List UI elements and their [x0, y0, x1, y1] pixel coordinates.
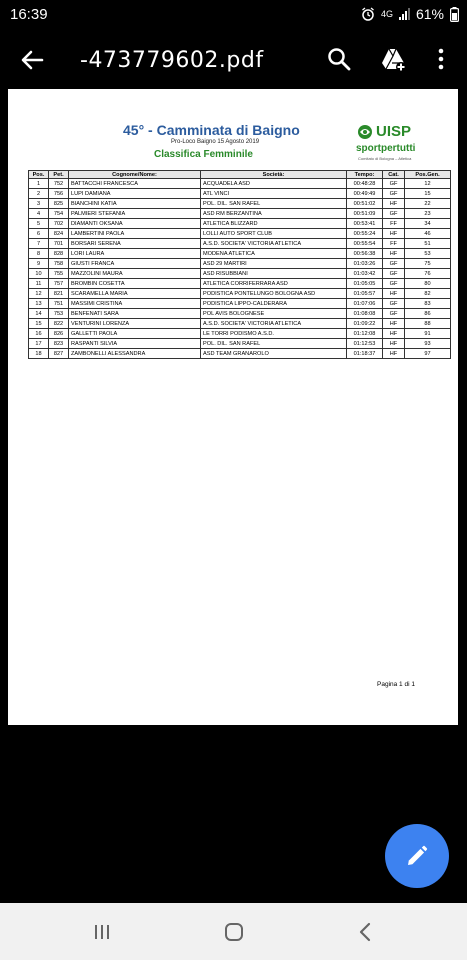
cell-name: RASPANTI SILVIA [69, 339, 201, 349]
cell-society: PODISTICA PONTELUNGO BOLOGNA ASD [201, 289, 347, 299]
cell-pet: 822 [49, 319, 69, 329]
cell-pos: 3 [29, 199, 49, 209]
cell-cat: GF [383, 259, 405, 269]
cell-pos-gen: 53 [405, 249, 451, 259]
cell-pos: 13 [29, 299, 49, 309]
cell-pos: 6 [29, 229, 49, 239]
document-subtitle: Pro-Loco Baigno 15 Agosto 2019 [171, 139, 260, 145]
cell-time: 01:03:26 [347, 259, 383, 269]
cell-pet: 828 [49, 249, 69, 259]
table-row [29, 299, 451, 309]
results-header [29, 171, 451, 179]
cell-pos-gen: 82 [405, 289, 451, 299]
document-title: 45° - Camminata di Baigno [123, 122, 300, 138]
cell-pos-gen: 15 [405, 189, 451, 199]
cell-pos-gen: 23 [405, 209, 451, 219]
table-row [29, 269, 451, 279]
cell-pos: 4 [29, 209, 49, 219]
results-body [29, 179, 451, 359]
cell-cat: FF [383, 239, 405, 249]
cell-name: BROMBIN COSETTA [69, 279, 201, 289]
add-to-drive-icon[interactable] [380, 46, 406, 72]
cell-cat: HF [383, 339, 405, 349]
status-icons [361, 6, 459, 22]
cell-time: 01:05:57 [347, 289, 383, 299]
cell-cat: HF [383, 319, 405, 329]
signal-icon [399, 8, 410, 20]
cell-name: DIAMANTI OKSANA [69, 219, 201, 229]
cell-pos-gen: 22 [405, 199, 451, 209]
header-col-pos: Pos. [29, 171, 49, 179]
cell-pos-gen: 80 [405, 279, 451, 289]
table-row [29, 219, 451, 229]
app-toolbar [0, 30, 467, 88]
cell-name: LAMBERTINI PAOLA [69, 229, 201, 239]
cell-cat: HF [383, 289, 405, 299]
cell-time: 01:05:05 [347, 279, 383, 289]
alarm-icon [361, 7, 375, 21]
pdf-page[interactable] [8, 89, 458, 725]
cell-pos: 1 [29, 179, 49, 189]
logo-tagline: sportpertutti [356, 143, 416, 154]
table-row [29, 329, 451, 339]
cell-pet: 752 [49, 179, 69, 189]
cell-pet: 824 [49, 229, 69, 239]
cell-pet: 751 [49, 299, 69, 309]
cell-pos-gen: 83 [405, 299, 451, 309]
logo-name: UISP [376, 123, 412, 140]
results-table [28, 170, 451, 359]
table-row [29, 189, 451, 199]
cell-society: ATL VINCI [201, 189, 347, 199]
cell-cat: GF [383, 269, 405, 279]
cell-pet: 823 [49, 339, 69, 349]
cell-name: GIUSTI FRANCA [69, 259, 201, 269]
cell-society: POL. DIL. SAN RAFEL [201, 199, 347, 209]
table-row [29, 289, 451, 299]
cell-cat: GF [383, 179, 405, 189]
cell-cat: HF [383, 349, 405, 359]
cell-pos-gen: 86 [405, 309, 451, 319]
cell-cat: GF [383, 309, 405, 319]
cell-time: 00:56:38 [347, 249, 383, 259]
table-row [29, 309, 451, 319]
header-col-society: Società: [201, 171, 347, 179]
cell-pet: 821 [49, 289, 69, 299]
cell-time: 01:08:08 [347, 309, 383, 319]
cell-pos: 9 [29, 259, 49, 269]
cell-society: ACQUADELA ASD [201, 179, 347, 189]
cell-name: BATTACCHI FRANCESCA [69, 179, 201, 189]
network-type: 4G [380, 8, 393, 19]
header-col-pos-gen: Pos.Gen. [405, 171, 451, 179]
table-row [29, 259, 451, 269]
more-options-icon[interactable] [428, 46, 454, 72]
cell-pet: 827 [49, 349, 69, 359]
cell-pos: 17 [29, 339, 49, 349]
logo-caption: Comitato di Bologna – Atletica [358, 156, 412, 161]
cell-society: MODENA ATLETICA [201, 249, 347, 259]
cell-time: 00:51:02 [347, 199, 383, 209]
cell-time: 00:55:24 [347, 229, 383, 239]
cell-pos-gen: 88 [405, 319, 451, 329]
cell-name: LUPI DAMIANA [69, 189, 201, 199]
cell-pet: 757 [49, 279, 69, 289]
cell-pos: 12 [29, 289, 49, 299]
table-row [29, 279, 451, 289]
table-row [29, 229, 451, 239]
table-row [29, 249, 451, 259]
cell-pos-gen: 97 [405, 349, 451, 359]
cell-pos-gen: 91 [405, 329, 451, 339]
cell-cat: GF [383, 279, 405, 289]
cell-name: BIANCHINI KATIA [69, 199, 201, 209]
cell-name: GALLETTI PAOLA [69, 329, 201, 339]
cell-pos: 7 [29, 239, 49, 249]
battery-icon [450, 7, 459, 22]
cell-pos-gen: 12 [405, 179, 451, 189]
cell-society: ATLETICA CORRIFERRARA ASD [201, 279, 347, 289]
battery-percent: 61% [415, 6, 444, 22]
cell-pos-gen: 93 [405, 339, 451, 349]
page-number: Pagina 1 di 1 [377, 681, 415, 688]
cell-society: POL. DIL. SAN RAFEL [201, 339, 347, 349]
cell-pos: 2 [29, 189, 49, 199]
cell-society: ATLETICA BLIZZARD [201, 219, 347, 229]
cell-time: 01:18:37 [347, 349, 383, 359]
recent-apps-icon[interactable] [90, 920, 114, 944]
cell-cat: GF [383, 189, 405, 199]
header-col-cat: Cat. [383, 171, 405, 179]
cell-society: ASD RM BERZANTINA [201, 209, 347, 219]
table-row [29, 349, 451, 359]
table-row [29, 199, 451, 209]
cell-pet: 755 [49, 269, 69, 279]
cell-cat: FF [383, 219, 405, 229]
cell-pos: 18 [29, 349, 49, 359]
cell-name: ZAMBONELLI ALESSANDRA [69, 349, 201, 359]
cell-pos: 10 [29, 269, 49, 279]
cell-pos-gen: 75 [405, 259, 451, 269]
cell-time: 00:51:09 [347, 209, 383, 219]
header-row [29, 171, 451, 179]
cell-time: 00:53:41 [347, 219, 383, 229]
cell-society: PODISTICA LIPPO-CALDERARA [201, 299, 347, 309]
cell-cat: GF [383, 299, 405, 309]
back-arrow-icon[interactable] [18, 46, 46, 74]
cell-pet: 758 [49, 259, 69, 269]
cell-pet: 754 [49, 209, 69, 219]
uisp-mark-icon [356, 124, 374, 140]
cell-pet: 702 [49, 219, 69, 229]
cell-name: BENFENATI SARA [69, 309, 201, 319]
header-col-time: Tempo: [347, 171, 383, 179]
cell-name: PALMIERI STEFANIA [69, 209, 201, 219]
cell-name: MASSIMI CRISTINA [69, 299, 201, 309]
classification-heading: Classifica Femminile [154, 149, 253, 160]
edit-fab-button[interactable] [385, 824, 449, 888]
cell-pet: 825 [49, 199, 69, 209]
home-icon[interactable] [222, 920, 246, 944]
cell-pos: 15 [29, 319, 49, 329]
cell-cat: HF [383, 329, 405, 339]
cell-pos: 16 [29, 329, 49, 339]
search-icon[interactable] [326, 46, 352, 72]
cell-pet: 701 [49, 239, 69, 249]
cell-cat: HF [383, 229, 405, 239]
cell-cat: HF [383, 249, 405, 259]
cell-pos-gen: 34 [405, 219, 451, 229]
cell-pet: 826 [49, 329, 69, 339]
table-row [29, 319, 451, 329]
table-row [29, 239, 451, 249]
cell-time: 01:07:06 [347, 299, 383, 309]
cell-pet: 756 [49, 189, 69, 199]
cell-name: MAZZOLINI MAURA [69, 269, 201, 279]
cell-pos-gen: 76 [405, 269, 451, 279]
table-row [29, 209, 451, 219]
cell-pet: 753 [49, 309, 69, 319]
pencil-icon [405, 844, 429, 868]
cell-society: ASD TEAM GRANAROLO [201, 349, 347, 359]
cell-name: LORI LAURA [69, 249, 201, 259]
cell-society: LE TORRI PODISMO A.S.D. [201, 329, 347, 339]
cell-pos: 11 [29, 279, 49, 289]
cell-society: A.S.D. SOCIETA' VICTORIA ATLETICA [201, 319, 347, 329]
cell-pos: 5 [29, 219, 49, 229]
cell-time: 00:49:49 [347, 189, 383, 199]
cell-society: LOLLI AUTO SPORT CLUB [201, 229, 347, 239]
back-nav-icon[interactable] [354, 920, 378, 944]
header-col-pet: Pet. [49, 171, 69, 179]
cell-name: BORSARI SERENA [69, 239, 201, 249]
cell-cat: HF [383, 199, 405, 209]
cell-pos: 14 [29, 309, 49, 319]
file-title: -473779602.pdf [80, 48, 264, 73]
cell-time: 01:03:42 [347, 269, 383, 279]
cell-society: ASD 29 MARTIRI [201, 259, 347, 269]
cell-name: SCARAMELLA MARIA [69, 289, 201, 299]
table-row [29, 179, 451, 189]
cell-time: 01:12:08 [347, 329, 383, 339]
table-row [29, 339, 451, 349]
status-time: 16:39 [10, 6, 48, 23]
cell-society: ASD RISUBBIANI [201, 269, 347, 279]
cell-name: VENTURINI LORENZA [69, 319, 201, 329]
cell-cat: GF [383, 209, 405, 219]
cell-pos-gen: 51 [405, 239, 451, 249]
cell-time: 01:09:22 [347, 319, 383, 329]
system-nav-bar [0, 903, 467, 960]
cell-society: A.S.D. SOCIETA' VICTORIA ATLETICA [201, 239, 347, 249]
header-col-name: Cognome/Nome: [69, 171, 201, 179]
status-bar [0, 0, 467, 30]
cell-time: 00:48:28 [347, 179, 383, 189]
cell-pos: 8 [29, 249, 49, 259]
cell-society: POL AVIS BOLOGNESE [201, 309, 347, 319]
cell-pos-gen: 46 [405, 229, 451, 239]
cell-time: 00:55:54 [347, 239, 383, 249]
cell-time: 01:12:53 [347, 339, 383, 349]
uisp-logo [354, 122, 454, 162]
